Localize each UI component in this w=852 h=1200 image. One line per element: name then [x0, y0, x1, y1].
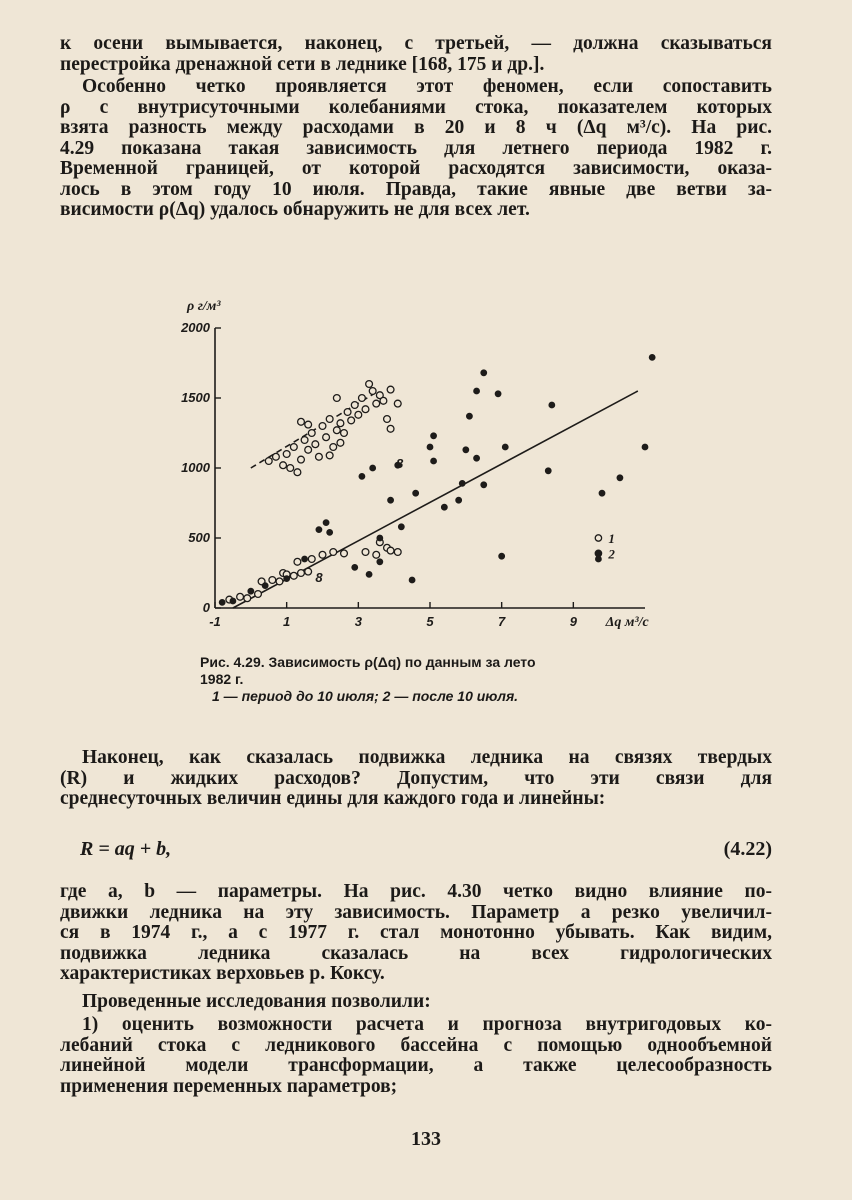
paragraph-5: [60, 992, 772, 1013]
data-point-period-1: [330, 549, 337, 556]
data-point-period-1: [366, 381, 373, 388]
data-point-period-1: [323, 434, 330, 441]
data-point-period-2: [352, 564, 358, 570]
data-point-period-1: [384, 416, 391, 423]
paragraph-6: [60, 1015, 772, 1097]
data-point-period-2: [599, 490, 605, 496]
legend-label: 1: [608, 531, 615, 546]
data-point-period-1: [359, 395, 366, 402]
data-point-period-1: [237, 593, 244, 600]
text-line: ρ с внутрисуточными колебаниями стока, показателем которых: [60, 96, 772, 118]
data-point-period-2: [359, 473, 365, 479]
data-point-period-1: [298, 418, 305, 425]
text-line: лось в этом году 10 июля. Правда, такие явные две ветви за-: [60, 178, 772, 200]
data-points: [219, 354, 655, 605]
y-tick-label: 1000: [181, 460, 210, 475]
data-point-period-2: [230, 598, 236, 604]
data-point-period-1: [337, 420, 344, 427]
caption-line: Рис. 4.29. Зависимость ρ(Δq) по данным за лето: [200, 654, 536, 670]
text-line: висимости ρ(Δq) удалось обнаружить не для всех лет.: [60, 199, 530, 220]
data-point-period-2: [377, 559, 383, 565]
data-point-period-2: [327, 529, 333, 535]
legend-label: 2: [608, 546, 615, 562]
legend-marker: [595, 535, 601, 541]
data-point-period-2: [463, 447, 469, 453]
data-point-period-2: [398, 524, 404, 530]
data-point-period-1: [373, 551, 380, 558]
text-line: 4.29 показана такая зависимость для летнего периода 1982 г.: [60, 137, 772, 159]
data-point-period-1: [333, 395, 340, 402]
data-point-period-1: [394, 400, 401, 407]
scatter-chart: [170, 285, 670, 645]
data-point-period-2: [316, 527, 322, 533]
text-line: подвижка ледника сказалась на всех гидрологических: [60, 942, 772, 964]
data-point-period-1: [330, 444, 337, 451]
text-line: Наконец, как сказалась подвижка ледника на связях твердых: [82, 747, 772, 768]
text-line: Особенно четко проявляется этот феномен, если сопоставить: [82, 76, 772, 97]
data-point-period-1: [316, 453, 323, 460]
data-point-period-2: [427, 444, 433, 450]
data-point-period-1: [298, 570, 305, 577]
data-point-period-1: [387, 425, 394, 432]
data-point-period-2: [459, 480, 465, 486]
data-point-period-1: [387, 386, 394, 393]
paragraph-1: [60, 34, 772, 75]
text-line: Проведенные исследования позволили:: [82, 991, 431, 1012]
data-point-period-1: [326, 416, 333, 423]
text-line: взята разность между расходами в 20 и 8 ч (Δq м³/с). На рис.: [60, 117, 772, 138]
data-point-period-2: [474, 388, 480, 394]
caption-line: 1982 г.: [200, 671, 244, 687]
legend-marker: [595, 550, 601, 556]
data-point-period-1: [294, 469, 301, 476]
data-point-period-2: [377, 535, 383, 541]
data-point-period-2: [370, 465, 376, 471]
data-point-period-2: [481, 370, 487, 376]
data-point-period-2: [481, 482, 487, 488]
data-point-period-1: [244, 595, 251, 602]
data-point-period-1: [319, 423, 326, 430]
data-point-period-2: [502, 444, 508, 450]
data-point-period-2: [466, 413, 472, 419]
x-tick-label: 7: [498, 614, 506, 629]
chart-annotation: 8: [395, 456, 404, 471]
chart-annotation: 8: [315, 570, 323, 586]
data-point-period-1: [369, 388, 376, 395]
data-point-period-2: [284, 576, 290, 582]
data-point-period-1: [319, 551, 326, 558]
caption-legend: 1 — период до 10 июля; 2 — после 10 июля.: [212, 688, 519, 704]
text-line: лебаний стока с ледникового бассейна с помощью однообъемной: [60, 1034, 772, 1056]
text-line: где a, b — параметры. На рис. 4.30 четко видно влияние по-: [60, 881, 772, 902]
data-point-period-2: [409, 577, 415, 583]
data-point-period-1: [333, 427, 340, 434]
data-point-period-1: [326, 452, 333, 459]
x-tick-label: 1: [283, 614, 291, 629]
y-tick-label: 0: [202, 600, 210, 615]
data-point-period-1: [341, 550, 348, 557]
data-point-period-1: [283, 451, 290, 458]
data-point-period-2: [413, 490, 419, 496]
data-point-period-1: [305, 568, 312, 575]
data-point-period-1: [341, 430, 348, 437]
data-point-period-1: [305, 446, 312, 453]
data-point-period-2: [431, 458, 437, 464]
data-point-period-1: [290, 572, 297, 579]
equation-text: R = aq + b,: [80, 838, 172, 860]
text-line: среднесуточных величин едины для каждого года и линейны:: [60, 788, 606, 809]
text-line: характеристиках верховьев р. Коксу.: [60, 963, 385, 984]
data-point-period-1: [362, 406, 369, 413]
data-point-period-2: [642, 444, 648, 450]
data-point-period-1: [265, 458, 272, 465]
data-point-period-2: [499, 553, 505, 559]
text-line: ся в 1974 г., а с 1977 г. стал монотонно убывать. Как видим,: [60, 922, 772, 943]
data-point-period-1: [337, 439, 344, 446]
data-point-period-1: [305, 421, 312, 428]
paragraph-4: [60, 882, 772, 985]
y-tick-label: 1500: [181, 390, 210, 405]
equation: [80, 838, 772, 861]
data-point-period-1: [355, 411, 362, 418]
data-point-period-1: [387, 547, 394, 554]
data-point-period-1: [373, 400, 380, 407]
data-point-period-1: [287, 465, 294, 472]
data-point-period-1: [348, 417, 355, 424]
text-line: движки ледника на эту зависимость. Параметр a резко увеличил-: [60, 901, 772, 923]
paragraph-2: [60, 77, 772, 221]
data-point-period-1: [255, 591, 262, 598]
data-point-period-2: [323, 520, 329, 526]
text-line: Временной границей, от которой расходятся зависимости, оказа-: [60, 158, 772, 179]
figure-caption: [200, 654, 660, 705]
data-point-period-1: [280, 462, 287, 469]
data-point-period-2: [617, 475, 623, 481]
data-point-period-2: [649, 354, 655, 360]
data-point-period-1: [301, 437, 308, 444]
data-point-period-1: [362, 549, 369, 556]
data-point-period-2: [474, 455, 480, 461]
data-point-period-1: [380, 397, 387, 404]
data-point-period-1: [290, 444, 297, 451]
text-line: применения переменных параметров;: [60, 1075, 398, 1097]
data-point-period-2: [495, 391, 501, 397]
data-point-period-1: [308, 430, 315, 437]
y-tick-label: 500: [188, 530, 210, 545]
data-point-period-1: [344, 409, 351, 416]
y-axis-label: ρ г/м³: [187, 299, 221, 314]
equation-number: (4.22): [723, 838, 772, 860]
data-point-period-2: [549, 402, 555, 408]
data-point-period-2: [456, 497, 462, 503]
x-tick-label: -1: [209, 614, 221, 629]
data-point-period-1: [308, 556, 315, 563]
data-point-period-1: [298, 456, 305, 463]
chart-axes: [215, 328, 645, 608]
paragraph-3: [60, 748, 772, 810]
x-tick-label: 5: [426, 614, 434, 629]
data-point-period-1: [394, 549, 401, 556]
data-point-period-1: [312, 441, 319, 448]
page-number: 133: [411, 1128, 441, 1150]
y-tick-label: 2000: [181, 320, 210, 335]
x-axis-label: Δq м³/с: [605, 615, 649, 630]
x-tick-label: 3: [354, 614, 362, 629]
data-point-period-2: [545, 468, 551, 474]
data-point-period-2: [219, 599, 225, 605]
data-point-period-2: [262, 583, 268, 589]
text-line: перестройка дренажной сети в леднике [168, 175 и др.].: [60, 53, 545, 75]
data-point-period-2: [366, 571, 372, 577]
x-tick-label: 9: [569, 614, 577, 629]
data-point-period-2: [248, 588, 254, 594]
data-point-period-1: [351, 402, 358, 409]
data-point-period-1: [269, 577, 276, 584]
text-line: (R) и жидких расходов? Допустим, что эти связи для: [60, 767, 772, 789]
data-point-period-2: [441, 504, 447, 510]
data-point-period-2: [302, 556, 308, 562]
data-point-period-1: [294, 558, 301, 565]
data-point-period-2: [431, 433, 437, 439]
text-line: линейной модели трансформации, а также целесообразность: [60, 1055, 772, 1076]
data-point-period-1: [273, 453, 280, 460]
text-line: 1) оценить возможности расчета и прогноза внутригодовых ко-: [82, 1014, 772, 1035]
text-line: к осени вымывается, наконец, с третьей, — должна сказываться: [60, 33, 772, 54]
data-point-period-2: [388, 497, 394, 503]
data-point-period-1: [276, 578, 283, 585]
